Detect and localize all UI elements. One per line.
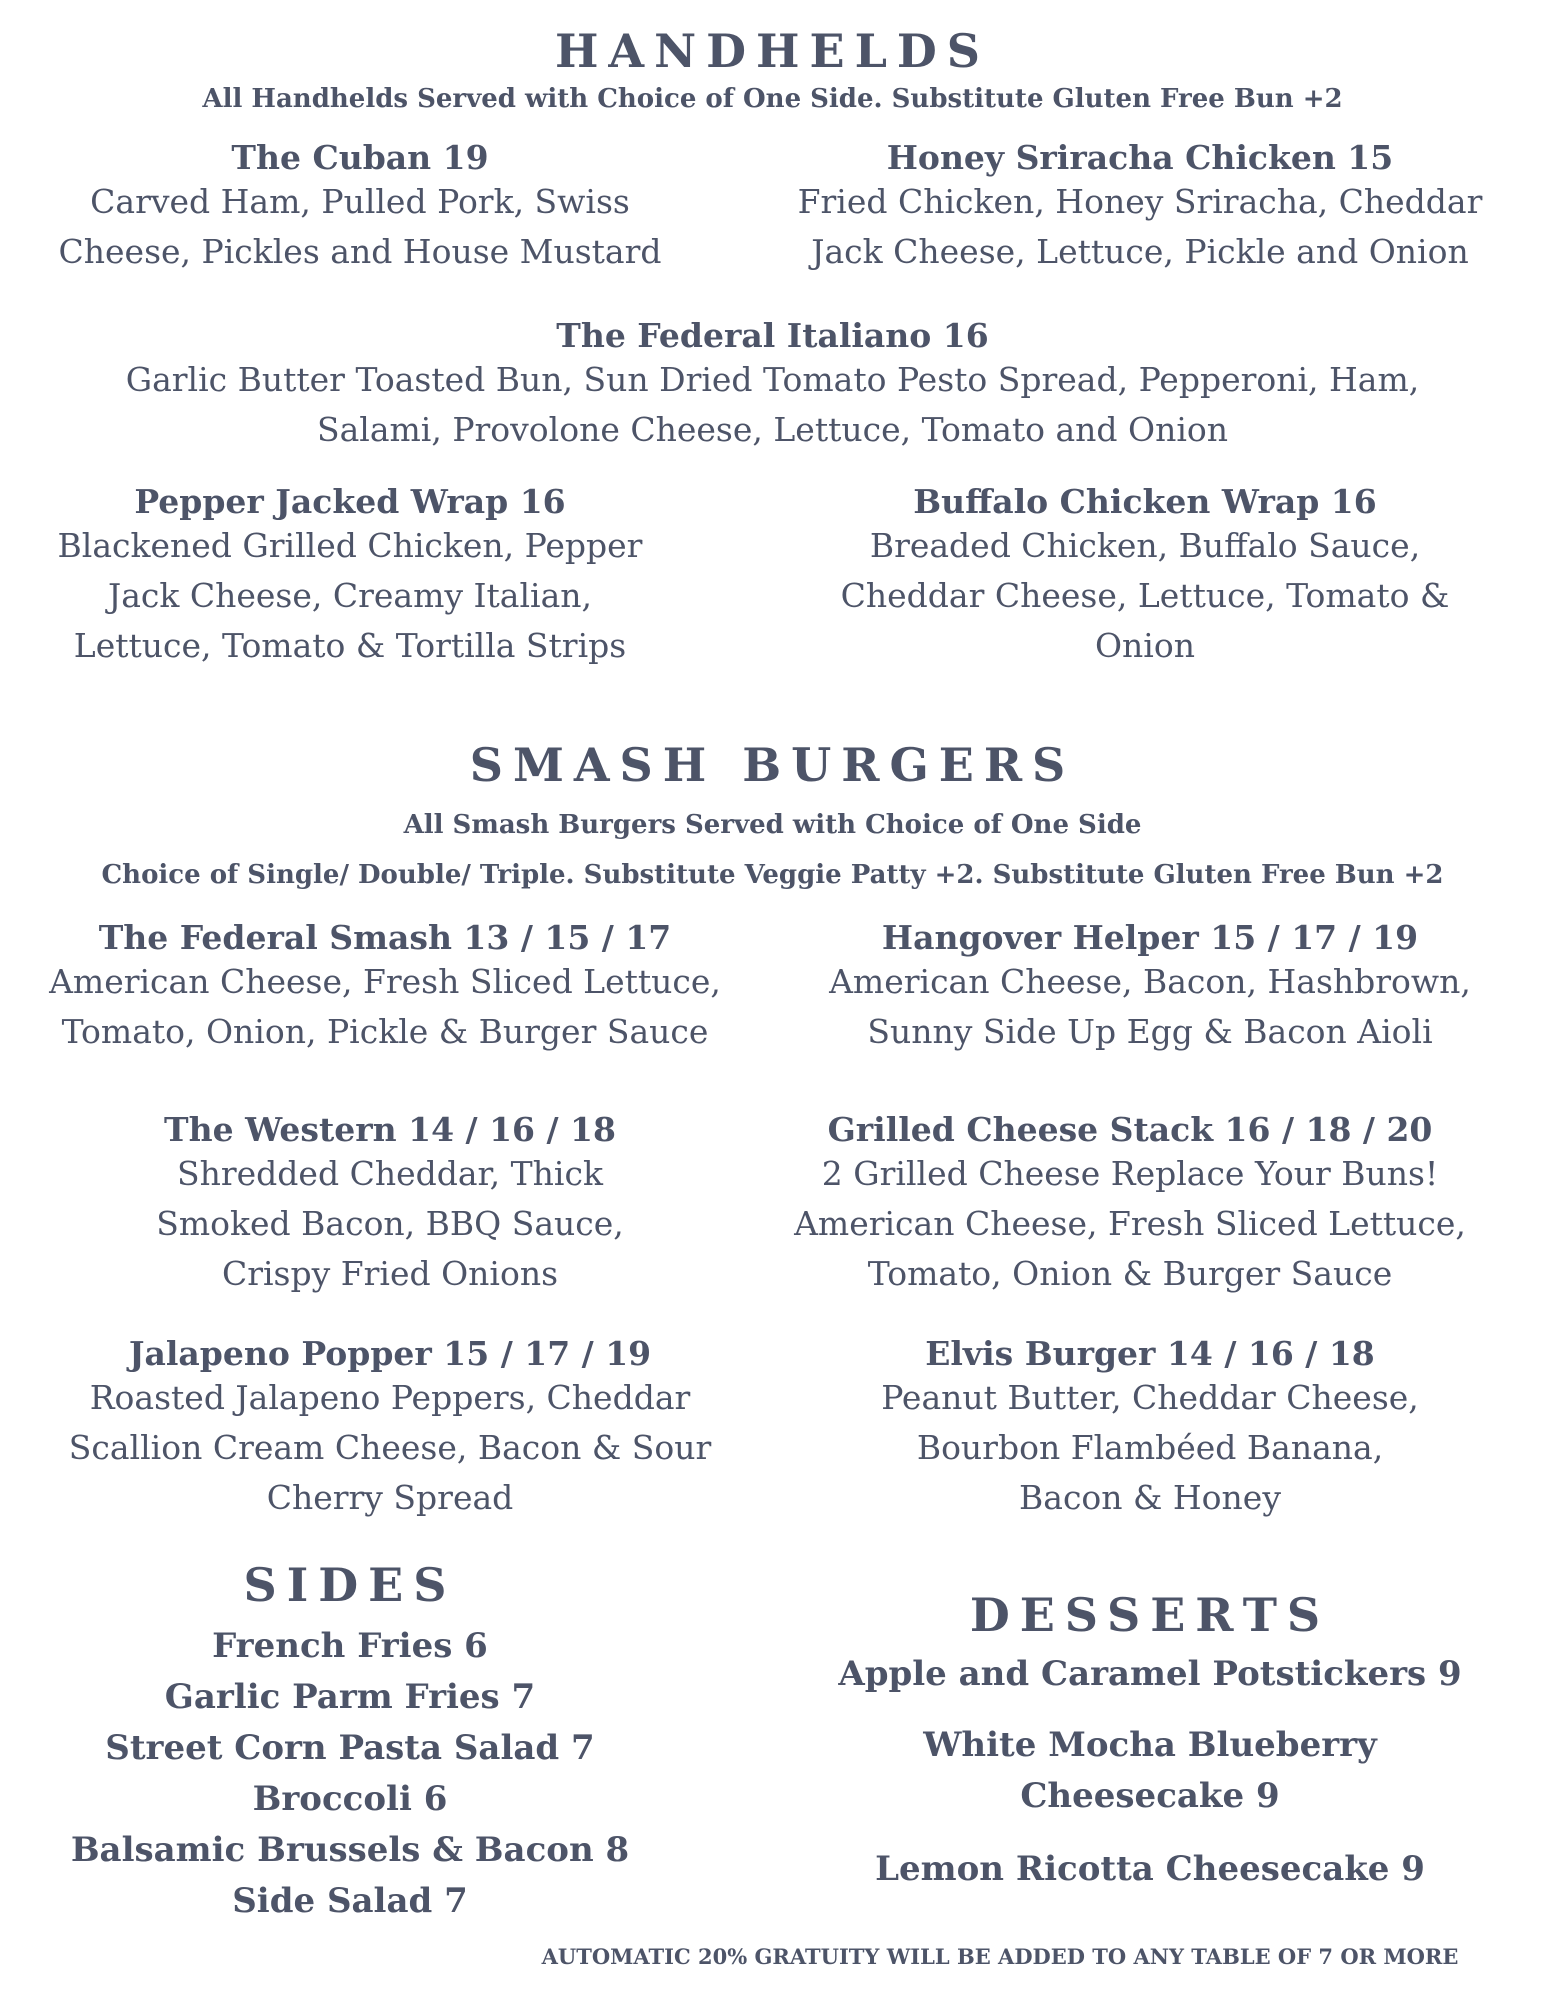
- menu-item-the-cuban: [40, 138, 680, 277]
- item-description: Shredded Cheddar, Thick Smoked Bacon, BBQ Sauce, Crispy Fried Onions: [156, 1154, 624, 1293]
- item-title: The Cuban 19: [231, 138, 489, 177]
- item-description: Peanut Butter, Cheddar Cheese, Bourbon Flambéed Banana, Bacon & Honey: [881, 1378, 1419, 1517]
- gratuity-notice: AUTOMATIC 20% GRATUITY WILL BE ADDED TO ANY TABLE OF 7 OR MORE: [541, 1944, 1459, 1969]
- list-item: Balsamic Brussels & Bacon 8: [70, 1830, 630, 1870]
- menu-item-buffalo-chicken-wrap: [820, 482, 1470, 671]
- sides-list: [50, 1621, 650, 1927]
- menu-item-pepper-jacked-wrap: [40, 482, 660, 671]
- item-description: 2 Grilled Cheese Replace Your Buns! American Cheese, Fresh Sliced Lettuce, Tomato, Onion & Burger Sauce: [794, 1154, 1466, 1293]
- smash-burgers-heading: SMASH BURGERS: [469, 738, 1076, 792]
- item-description: Roasted Jalapeno Peppers, Cheddar Scallion Cream Cheese, Bacon & Sour Cherry Spread: [68, 1378, 712, 1517]
- item-description: American Cheese, Bacon, Hashbrown, Sunny Side Up Egg & Bacon Aioli: [829, 962, 1471, 1051]
- item-title: Jalapeno Popper 15 / 17 / 19: [128, 1334, 652, 1373]
- menu-item-honey-sriracha-chicken: [790, 138, 1490, 277]
- list-item: Side Salad 7: [232, 1881, 468, 1921]
- smash-burgers-note-2: Choice of Single/ Double/ Triple. Substitute Veggie Patty +2. Substitute Gluten Free Bun +2: [101, 860, 1444, 890]
- list-item: Garlic Parm Fries 7: [164, 1677, 536, 1717]
- dessert-item: White Mocha Blueberry Cheesecake 9: [923, 1725, 1377, 1816]
- menu-item-federal-italiano: [0, 316, 1545, 455]
- menu-item-hangover-helper: [800, 918, 1500, 1057]
- item-title: The Federal Smash 13 / 15 / 17: [98, 918, 672, 957]
- item-description: Blackened Grilled Chicken, Pepper Jack Cheese, Creamy Italian, Lettuce, Tomato & Tortilla Strips: [57, 526, 643, 665]
- smash-burgers-note-1: All Smash Burgers Served with Choice of One Side: [403, 810, 1142, 840]
- list-item: Broccoli 6: [252, 1779, 448, 1819]
- item-description: Fried Chicken, Honey Sriracha, Cheddar Jack Cheese, Lettuce, Pickle and Onion: [797, 182, 1483, 271]
- sides-heading: SIDES: [243, 1558, 457, 1612]
- item-title: Buffalo Chicken Wrap 16: [913, 482, 1377, 521]
- item-description: American Cheese, Fresh Sliced Lettuce, Tomato, Onion, Pickle & Burger Sauce: [49, 962, 721, 1051]
- item-title: Grilled Cheese Stack 16 / 18 / 20: [827, 1110, 1433, 1149]
- item-title: The Western 14 / 16 / 18: [164, 1110, 616, 1149]
- item-title: Hangover Helper 15 / 17 / 19: [881, 918, 1419, 957]
- dessert-item: Lemon Ricotta Cheesecake 9: [875, 1849, 1425, 1889]
- list-item: Street Corn Pasta Salad 7: [105, 1728, 595, 1768]
- menu-item-federal-smash: [40, 918, 730, 1057]
- item-description: Breaded Chicken, Buffalo Sauce, Cheddar Cheese, Lettuce, Tomato & Onion: [840, 526, 1450, 665]
- item-title: Honey Sriracha Chicken 15: [886, 138, 1394, 177]
- menu-item-elvis-burger: [800, 1334, 1500, 1523]
- item-title: The Federal Italiano 16: [556, 316, 989, 355]
- menu-item-jalapeno-popper: [40, 1334, 740, 1523]
- dessert-item: Apple and Caramel Potstickers 9: [838, 1654, 1462, 1694]
- handhelds-heading: HANDHELDS: [554, 24, 991, 78]
- menu-item-the-western: [60, 1110, 720, 1299]
- item-title: Elvis Burger 14 / 16 / 18: [925, 1334, 1375, 1373]
- desserts-heading: DESSERTS: [969, 1588, 1331, 1642]
- item-title: Pepper Jacked Wrap 16: [134, 482, 566, 521]
- item-description: Garlic Butter Toasted Bun, Sun Dried Tomato Pesto Spread, Pepperoni, Ham, Salami, Provolone Cheese, Lettuce, Tomato and Onion: [125, 360, 1420, 449]
- handhelds-note: All Handhelds Served with Choice of One Side. Substitute Gluten Free Bun +2: [202, 84, 1343, 114]
- menu-item-grilled-cheese-stack: [780, 1110, 1480, 1299]
- list-item: French Fries 6: [212, 1626, 488, 1666]
- item-description: Carved Ham, Pulled Pork, Swiss Cheese, Pickles and House Mustard: [58, 182, 662, 271]
